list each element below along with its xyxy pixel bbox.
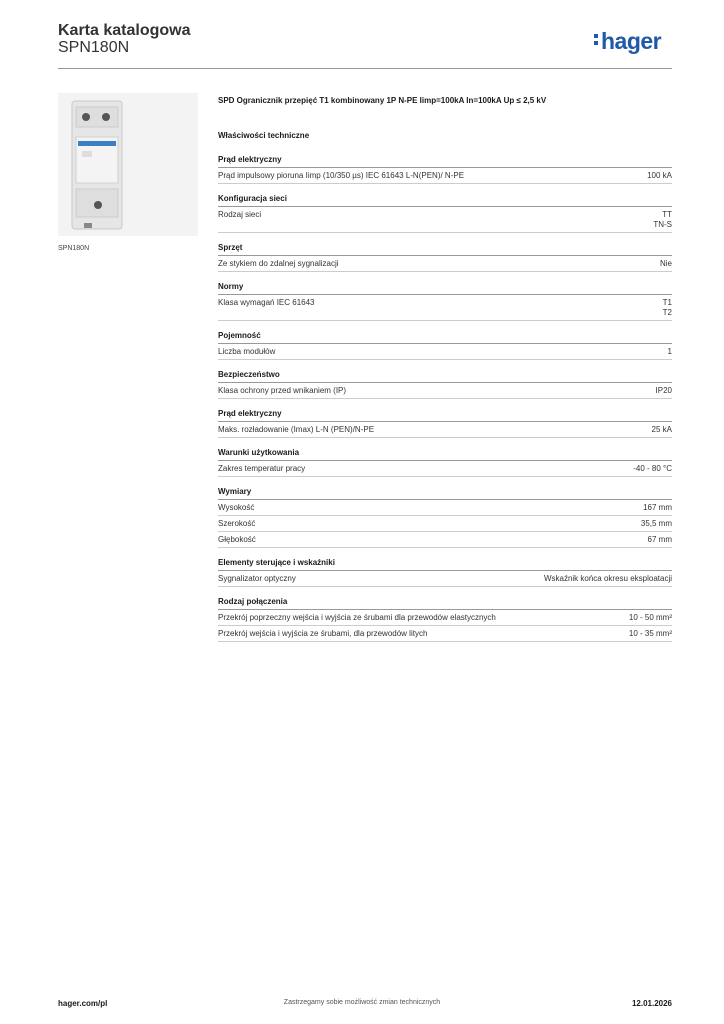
spec-key: Szerokość <box>218 519 256 528</box>
spec-value <box>652 425 672 435</box>
spec-key: Wysokość <box>218 503 255 512</box>
spec-group <box>218 409 672 438</box>
spec-value <box>629 613 672 623</box>
spec-key: Liczba modułów <box>218 347 276 356</box>
spec-value <box>660 259 672 269</box>
spec-group-heading: Elementy sterujące i wskaźniki <box>218 558 672 571</box>
spec-row <box>218 610 672 626</box>
surge-protector-icon <box>58 93 198 236</box>
spec-row <box>218 532 672 548</box>
spec-row <box>218 500 672 516</box>
spec-value-line: TN-S <box>653 220 672 229</box>
spec-value <box>653 210 672 230</box>
spec-group-heading: Bezpieczeństwo <box>218 370 672 383</box>
spec-value-line: IP20 <box>655 386 672 395</box>
spec-value-line: 35,5 mm <box>640 519 672 528</box>
spec-group-heading: Warunki użytkowania <box>218 448 672 461</box>
spec-group-heading: Pojemność <box>218 331 672 344</box>
logo-dots-icon <box>594 28 599 45</box>
spec-group-heading: Konfiguracja sieci <box>218 194 672 207</box>
spec-value-line: T1 <box>662 298 672 307</box>
spec-value <box>663 298 672 318</box>
spec-value-line: 1 <box>667 347 672 356</box>
spec-row <box>218 344 672 360</box>
spec-key: Rodzaj sieci <box>218 210 262 219</box>
spec-row <box>218 168 672 184</box>
spec-value <box>648 535 672 545</box>
spec-key: Prąd impulsowy pioruna Iimp (10/350 µs) IEC 61643 L-N(PEN)/ N-PE <box>218 171 465 180</box>
product-image <box>58 93 198 236</box>
spec-group <box>218 487 672 548</box>
spec-value-line: Nie <box>659 259 672 268</box>
spec-value <box>633 464 672 474</box>
spec-key: Maks. rozładowanie (Imax) L-N (PEN)/N-PE <box>218 425 375 434</box>
spec-group <box>218 331 672 360</box>
spec-value-line: 25 kA <box>651 425 672 434</box>
spec-row <box>218 571 672 587</box>
spec-value-line: 10 - 35 mm² <box>628 629 672 638</box>
spec-group-heading: Prąd elektryczny <box>218 155 672 168</box>
spec-group <box>218 558 672 587</box>
product-title: SPD Ogranicznik przepięć T1 kombinowany 1P N-PE Iimp=100kA In=100kA Up ≤ 2,5 kV <box>218 96 547 105</box>
spec-group <box>218 194 672 233</box>
footer-website[interactable]: hager.com/pl <box>58 999 108 1008</box>
spec-groups <box>218 155 672 642</box>
spec-value-line: TT <box>662 210 672 219</box>
spec-value <box>647 171 672 181</box>
spec-row <box>218 295 672 321</box>
spec-row <box>218 256 672 272</box>
header-divider <box>58 68 672 69</box>
spec-group <box>218 155 672 184</box>
spec-group <box>218 282 672 321</box>
product-caption: SPN180N <box>58 245 90 252</box>
spec-key: Klasa wymagań IEC 61643 <box>218 298 315 307</box>
spec-row <box>218 461 672 477</box>
spec-value <box>668 347 672 357</box>
spec-content <box>218 96 672 652</box>
footer-date: 12.01.2026 <box>631 999 672 1008</box>
spec-value-line: Wskaźnik końca okresu eksploatacji <box>543 574 672 583</box>
spec-row <box>218 516 672 532</box>
spec-key: Ze stykiem do zdalnej sygnalizacji <box>218 259 339 268</box>
spec-value-line: -40 - 80 °C <box>633 464 672 473</box>
spec-group-heading: Normy <box>218 282 672 295</box>
spec-value <box>656 386 672 396</box>
spec-key: Sygnalizator optyczny <box>218 574 296 583</box>
spec-value-line: 10 - 50 mm² <box>628 613 672 622</box>
spec-group-heading: Prąd elektryczny <box>218 409 672 422</box>
spec-row <box>218 207 672 233</box>
spec-key: Zakres temperatur pracy <box>218 464 306 473</box>
spec-value <box>641 519 672 529</box>
spec-group <box>218 370 672 399</box>
spec-row <box>218 422 672 438</box>
spec-group <box>218 597 672 642</box>
spec-key: Głębokość <box>218 535 256 544</box>
spec-group-heading: Sprzęt <box>218 243 672 256</box>
spec-value-line: 67 mm <box>647 535 672 544</box>
spec-group <box>218 243 672 272</box>
spec-key: Przekrój poprzeczny wejścia i wyjścia ze śrubami dla przewodów elastycznych <box>218 613 496 622</box>
spec-value-line: T2 <box>662 308 672 317</box>
spec-value <box>643 503 672 513</box>
logo-text: hager <box>601 28 662 54</box>
header-title: Karta katalogowa <box>58 22 191 39</box>
spec-value <box>544 574 672 584</box>
hager-logo <box>594 28 661 55</box>
spec-key: Przekrój wejścia i wyjścia ze śrubami, dla przewodów litych <box>218 629 428 638</box>
spec-row <box>218 626 672 642</box>
spec-row <box>218 383 672 399</box>
footer-disclaimer: Zastrzegamy sobie możliwość zmian technicznych <box>283 999 441 1006</box>
spec-key: Klasa ochrony przed wnikaniem (IP) <box>218 386 347 395</box>
spec-group-heading: Rodzaj połączenia <box>218 597 672 610</box>
spec-value <box>629 629 672 639</box>
header-code: SPN180N <box>58 39 130 56</box>
spec-group <box>218 448 672 477</box>
spec-group-heading: Wymiary <box>218 487 672 500</box>
spec-value-line: 100 kA <box>647 171 672 180</box>
spec-value-line: 167 mm <box>643 503 672 512</box>
section-title: Właściwości techniczne <box>218 131 310 140</box>
